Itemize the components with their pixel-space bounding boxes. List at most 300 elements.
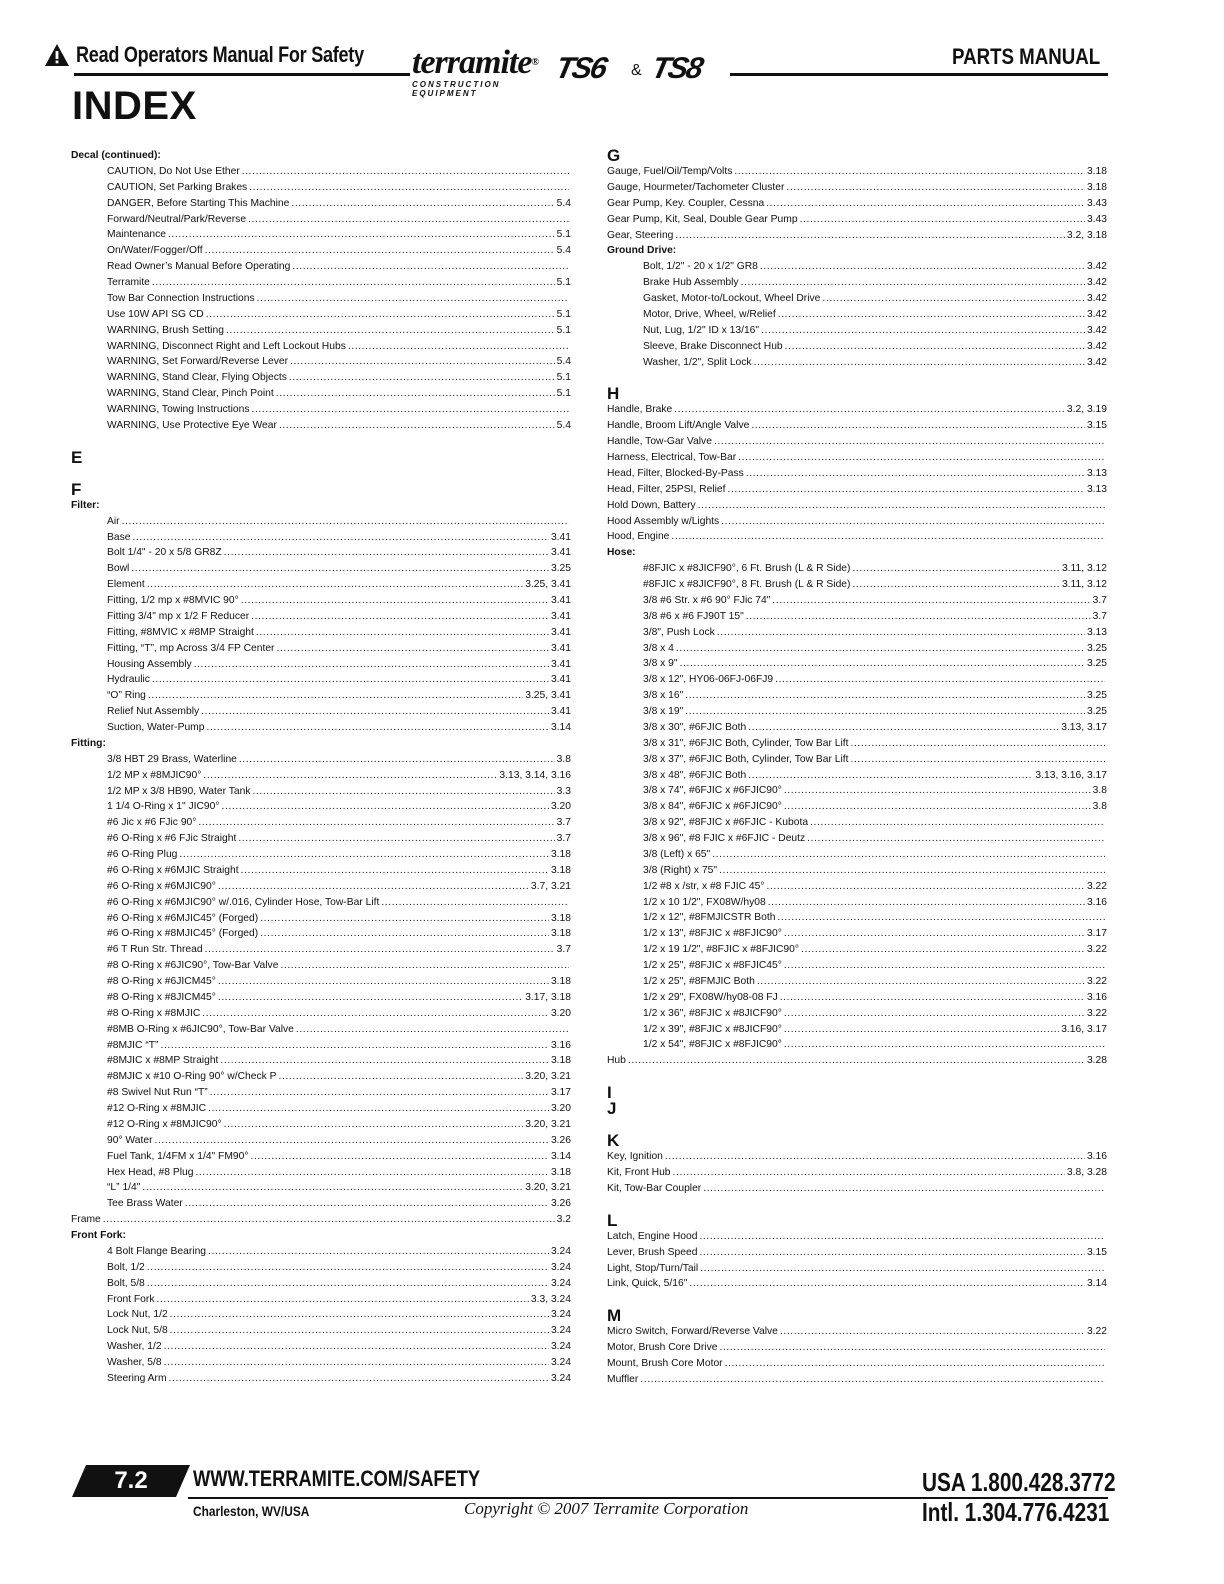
index-entry-label: Bolt, 1/2 <box>107 1261 145 1273</box>
dot-leader <box>152 672 549 688</box>
dot-leader <box>147 1260 549 1276</box>
index-entry-label: Light, Stop/Turn/Tail <box>607 1262 699 1274</box>
dot-leader <box>206 720 548 736</box>
dot-leader <box>822 291 1085 307</box>
index-entry <box>607 847 1107 863</box>
dot-leader <box>185 1196 549 1212</box>
index-entry <box>71 1339 571 1355</box>
index-entry <box>607 498 1107 514</box>
index-entry-page: 3.8 <box>556 753 571 765</box>
index-entry-page: 3.41 <box>550 626 571 638</box>
index-entry <box>71 847 571 863</box>
section-letter: K <box>607 1131 620 1151</box>
index-entry <box>71 291 571 307</box>
dot-leader <box>260 926 549 942</box>
dot-leader <box>169 1371 549 1387</box>
index-entry <box>607 1245 1107 1261</box>
index-entry-label: 1/2 #8 x /str, x #8 FJIC 45° <box>643 880 765 892</box>
index-entry-label: Mount, Brush Core Motor <box>607 1358 723 1369</box>
index-entry-label: 3/8 x 9" <box>643 658 678 670</box>
index-entry-label: Harness, Electrical, Tow-Bar <box>607 452 737 463</box>
index-entry <box>71 577 571 593</box>
index-entry-label: Latch, Engine Hood <box>607 1230 698 1242</box>
index-entry-page: 3.20 <box>550 801 571 813</box>
index-entry-page: 3.22 <box>1086 880 1107 892</box>
index-entry <box>71 1038 571 1054</box>
index-entry <box>607 625 1107 641</box>
dot-leader <box>680 656 1085 672</box>
index-entry-label: Nut, Lug, 1/2" ID x 13/16" <box>643 324 760 336</box>
dot-leader <box>202 1006 549 1022</box>
index-entry <box>607 577 1107 593</box>
dot-leader <box>852 577 1059 593</box>
index-entry <box>71 1260 571 1276</box>
dot-leader <box>784 1022 1059 1038</box>
index-entry-label: #6 O-Ring x #6MJIC45° (Forged) <box>107 912 259 924</box>
index-entry <box>607 1165 1107 1181</box>
index-entry <box>71 1101 571 1117</box>
index-entry-page: 5.4 <box>556 419 571 431</box>
index-entry-page: 3.18 <box>550 912 571 924</box>
dot-leader <box>748 720 1059 736</box>
index-entry-label: #8 O-Ring x #8MJIC <box>107 1007 201 1019</box>
dot-leader <box>205 243 555 259</box>
index-entry-label: Bolt 1/4" - 20 x 5/8 GR8Z <box>107 547 222 559</box>
index-entry-label: CAUTION, Set Parking Brakes <box>107 181 248 193</box>
index-entry-label: Handle, Broom Lift/Angle Valve <box>607 420 750 432</box>
index-entry-label: DANGER, Before Starting This Machine <box>107 197 290 209</box>
dot-leader <box>381 895 569 911</box>
index-entry <box>71 752 571 768</box>
index-entry <box>71 196 571 212</box>
index-entry-page: 3.13 <box>1086 626 1107 638</box>
index-entry-label: Hub <box>607 1055 626 1067</box>
section-letter: J <box>607 1099 617 1119</box>
dot-leader <box>700 1261 1105 1277</box>
index-entry-page: 3.8 <box>1092 785 1107 797</box>
index-entry-page: 5.1 <box>556 324 571 336</box>
index-entry-page: 3.42 <box>1086 308 1107 320</box>
index-entry <box>71 1069 571 1085</box>
index-entry-page: 3.22 <box>1086 944 1107 956</box>
index-entry-page: 3.11, 3.12 <box>1061 579 1107 590</box>
index-entry <box>607 1276 1107 1292</box>
index-entry-label: WARNING, Stand Clear, Flying Objects <box>107 372 287 384</box>
index-category-heading: Fitting: <box>71 737 106 749</box>
index-entry <box>607 1022 1107 1038</box>
index-entry <box>71 958 571 974</box>
index-entry-page: 3.41 <box>550 610 571 622</box>
dot-leader <box>208 1244 549 1260</box>
index-entry <box>71 227 571 243</box>
index-entry-label: Terramite <box>107 277 150 288</box>
index-entry-page: 5.4 <box>556 356 571 368</box>
index-entry-label: #6 O-Ring x #6MJIC90° <box>107 880 216 892</box>
index-entry-label: Washer, 1/2 <box>107 1341 162 1353</box>
dot-leader <box>155 1133 549 1149</box>
index-entry-label: Head, Filter, 25PSI, Relief <box>607 483 726 495</box>
dot-leader <box>291 196 554 212</box>
index-entry <box>71 641 571 657</box>
index-entry-label: #8 O-Ring x #6JIC90°, Tow-Bar Valve <box>107 960 279 972</box>
index-entry <box>71 942 571 958</box>
index-entry <box>607 990 1107 1006</box>
index-entry <box>71 1244 571 1260</box>
dot-leader <box>810 815 1105 831</box>
index-entry-page: 3.25 <box>1086 690 1107 702</box>
dot-leader <box>699 1229 1105 1245</box>
index-entry-label: Housing Assembly <box>107 658 192 670</box>
dot-leader <box>719 863 1105 879</box>
index-entry-page: 3.20, 3.21 <box>525 1071 571 1083</box>
dot-leader <box>698 498 1105 514</box>
index-entry <box>607 434 1107 450</box>
index-category-heading: Decal (continued): <box>71 150 161 161</box>
index-entry <box>607 164 1107 180</box>
dot-leader <box>257 291 569 307</box>
index-entry-label: Lock Nut, 1/2 <box>107 1309 168 1321</box>
index-entry <box>607 942 1107 958</box>
index-entry-label: Hood Assembly w/Lights <box>607 515 720 527</box>
dot-leader <box>170 1307 549 1323</box>
dot-leader <box>685 688 1085 704</box>
dot-leader <box>239 752 555 768</box>
dot-leader <box>712 847 1105 863</box>
index-entry-page: 3.41 <box>550 706 571 718</box>
index-entry <box>71 259 571 275</box>
section-letter: H <box>607 384 620 404</box>
index-entry-label: #6 O-Ring x #8MJIC45° (Forged) <box>107 928 259 940</box>
index-entry <box>71 863 571 879</box>
dot-leader <box>206 307 555 323</box>
dot-leader <box>242 164 569 180</box>
index-entry-page: 3.24 <box>550 1309 571 1321</box>
index-entry <box>71 593 571 609</box>
index-entry-label: 1 1/4 O-Ring x 1" JIC90° <box>107 801 220 813</box>
index-entry-page: 3.11, 3.12 <box>1061 563 1107 575</box>
index-entry <box>607 1037 1107 1053</box>
dot-leader <box>784 1006 1085 1022</box>
section-spacer <box>607 1197 1107 1213</box>
dot-leader <box>256 625 549 641</box>
index-entry <box>71 1212 571 1228</box>
index-entry-page: 3.28 <box>1086 1055 1107 1067</box>
index-entry-page: 3.18 <box>550 849 571 860</box>
index-entry <box>607 402 1107 418</box>
section-spacer <box>607 1117 1107 1133</box>
index-entry-page: 3.13 <box>1086 483 1107 495</box>
dot-leader <box>754 355 1085 371</box>
index-entry-page: 3.18 <box>550 928 571 940</box>
copyright: Copyright © 2007 Terramite Corporation <box>464 1499 749 1518</box>
index-entry-page: 3.26 <box>550 1134 571 1146</box>
index-entry-page: 3.14 <box>1086 1278 1107 1290</box>
index-entry-label: Maintenance <box>107 229 166 241</box>
index-entry <box>607 355 1107 371</box>
brand-logo <box>412 44 552 98</box>
index-entry-label: Gauge, Hourmeter/Tachometer Cluster <box>607 181 785 193</box>
dot-leader <box>777 910 1105 926</box>
brand-subtitle: CONSTRUCTION EQUIPMENT <box>412 80 501 98</box>
index-entry <box>71 815 571 831</box>
index-entry-label: Bolt, 1/2" - 20 x 1/2" GR8 <box>643 261 758 273</box>
dot-leader <box>289 370 555 386</box>
index-entry-label: #8 Swivel Nut Run “T” <box>107 1087 208 1099</box>
index-column-left <box>71 148 571 1387</box>
dot-leader <box>147 577 523 593</box>
index-entry <box>71 1276 571 1292</box>
dot-leader <box>276 641 548 657</box>
index-entry-page: 3.24 <box>550 1277 571 1289</box>
index-category-heading: Front Fork: <box>71 1230 126 1241</box>
index-entry <box>607 228 1107 244</box>
index-entry-label: #6 O-Ring x #6MJIC90° w/.016, Cylinder Hose, Tow-Bar Lift <box>107 896 380 908</box>
dot-leader <box>147 1276 549 1292</box>
dot-leader <box>673 1165 1065 1181</box>
index-entry <box>71 275 571 291</box>
index-entry-label: 3/8 x 30", #6FJIC Both <box>643 721 747 733</box>
index-entry <box>71 784 571 800</box>
dot-leader <box>760 259 1085 275</box>
index-entry-label: Head, Filter, Blocked-By-Pass <box>607 467 744 479</box>
header-rule-right <box>730 73 1108 76</box>
index-entry-page: 3.20, 3.21 <box>525 1182 571 1194</box>
dot-leader <box>251 1149 549 1165</box>
index-entry <box>71 657 571 673</box>
section-letter: G <box>607 146 621 165</box>
dot-leader <box>741 275 1085 291</box>
index-entry <box>607 196 1107 212</box>
index-entry <box>607 736 1107 752</box>
index-entry-label: Tee Brass Water <box>107 1198 183 1210</box>
section-spacer <box>607 1292 1107 1308</box>
index-entry-page: 3.18 <box>1086 181 1107 193</box>
brand-registered-mark: ® <box>531 57 538 68</box>
index-entry-page: 3.41 <box>550 531 571 543</box>
index-entry-label: Washer, 5/8 <box>107 1357 162 1368</box>
index-entry-page: 3.16 <box>550 1039 571 1051</box>
dot-leader <box>784 799 1091 815</box>
index-entry-label: Sleeve, Brake Disconnect Hub <box>643 340 783 352</box>
index-entry <box>71 1307 571 1323</box>
index-entry-page: 3.20 <box>550 1103 571 1114</box>
index-entry-page: 3.42 <box>1086 324 1107 336</box>
dot-leader <box>784 783 1091 799</box>
index-entry-label: Steering Arm <box>107 1372 167 1384</box>
index-entry-page: 3.14 <box>550 1150 571 1162</box>
dot-leader <box>766 196 1085 212</box>
dot-leader <box>241 863 549 879</box>
index-entry-label: Tow Bar Connection Instructions <box>107 292 255 304</box>
index-entry-page: 5.4 <box>556 245 571 257</box>
dot-leader <box>205 942 555 958</box>
index-entry-label: Key, Ignition <box>607 1151 663 1163</box>
index-entry-page: 3.24 <box>550 1357 571 1368</box>
index-entry-page: 3.26 <box>550 1198 571 1210</box>
index-entry <box>607 1006 1107 1022</box>
index-entry-label: On/Water/Fogger/Off <box>107 245 203 257</box>
index-entry <box>71 545 571 561</box>
dot-leader <box>142 1180 523 1196</box>
dot-leader <box>194 657 549 673</box>
index-entry <box>71 1371 571 1387</box>
index-entry-page: 3.22 <box>1086 1326 1107 1338</box>
index-entry <box>607 593 1107 609</box>
index-entry-page: 3.2, 3.18 <box>1066 229 1107 241</box>
dot-leader <box>784 926 1085 942</box>
index-entry-label: Kit, Tow-Bar Coupler <box>607 1182 702 1194</box>
index-entry-label: Kit, Front Hub <box>607 1167 671 1178</box>
index-entry-label: 3/8 x 19" <box>643 706 684 717</box>
index-entry <box>607 529 1107 545</box>
index-entry-page: 3.42 <box>1086 261 1107 273</box>
section-spacer <box>607 370 1107 386</box>
index-entry-page: 3.25 <box>550 563 571 575</box>
safety-text: Read Operators Manual For Safety <box>76 42 364 67</box>
dot-leader <box>780 990 1085 1006</box>
dot-leader <box>778 307 1085 323</box>
index-entry <box>607 418 1107 434</box>
index-entry-page: 3.13, 3.16, 3.17 <box>1035 769 1107 781</box>
dot-leader <box>801 942 1085 958</box>
index-entry-label: 3/8 x 74", #6FJIC x #6FJIC90° <box>643 785 782 797</box>
index-entry-label: #6 Jic x #6 FJic 90° <box>107 817 197 829</box>
warning-icon <box>44 43 70 67</box>
index-entry-page: 3.7 <box>556 944 571 956</box>
index-entry <box>607 339 1107 355</box>
dot-leader <box>218 879 529 895</box>
index-entry-label: 3/8 x 48", #6FJIC Both <box>643 769 747 781</box>
index-entry-label: 3/8 x 12", HY06-06FJ-06FJ9 <box>643 674 774 686</box>
dot-leader <box>152 275 555 291</box>
index-entry <box>607 752 1107 768</box>
index-entry-label: 1/2 x 39", #8FJIC x #8JICF90° <box>643 1023 782 1035</box>
dot-leader <box>766 879 1085 895</box>
dot-leader <box>103 1212 555 1228</box>
index-entry <box>71 974 571 990</box>
dot-leader <box>725 1356 1105 1372</box>
index-entry-label: Fuel Tank, 1/4FM x 1/4" FM90° <box>107 1150 249 1162</box>
index-entry <box>71 1165 571 1181</box>
index-entry-label: 1/2 x 36", #8FJIC x #8JICF90° <box>643 1007 782 1019</box>
dot-leader <box>675 228 1065 244</box>
section-letter: I <box>607 1083 612 1103</box>
index-entry-label: 1/2 x 25", #8FJIC x #8FJIC45° <box>643 960 782 971</box>
dot-leader <box>786 180 1085 196</box>
dot-leader <box>721 514 1105 530</box>
index-entry-label: Front Fork <box>107 1293 155 1305</box>
index-entry-page: 5.1 <box>556 277 571 288</box>
index-entry-page: 5.4 <box>556 197 571 209</box>
index-entry-label: 3/8 (Left) x 65" <box>643 848 711 860</box>
index-entry <box>71 831 571 847</box>
index-entry <box>71 243 571 259</box>
index-entry <box>607 958 1107 974</box>
index-entry-label: “L” 1/4" <box>107 1182 141 1194</box>
dot-leader <box>241 593 549 609</box>
index-entry <box>71 1053 571 1069</box>
index-entry-label: WARNING, Brush Setting <box>107 324 224 336</box>
safety-url-link[interactable]: WWW.TERRAMITE.COM/SAFETY <box>193 1466 481 1491</box>
index-entry <box>71 879 571 895</box>
index-entry-label: Motor, Brush Core Drive <box>607 1342 718 1354</box>
dot-leader <box>260 911 549 927</box>
index-entry-label: Forward/Neutral/Park/Reverse <box>107 213 247 225</box>
index-entry-label: Gauge, Fuel/Oil/Temp/Volts <box>607 166 733 177</box>
index-entry <box>71 895 571 911</box>
index-entry <box>607 212 1107 228</box>
index-entry-label: 3/8 x 31", #6FJIC Both, Cylinder, Tow Bar Lift <box>643 737 849 749</box>
index-entry <box>607 1356 1107 1372</box>
index-entry-page: 3.14 <box>550 722 571 733</box>
index-entry-label: Motor, Drive, Wheel, w/Relief <box>643 308 776 320</box>
index-entry-page: 3.42 <box>1086 277 1107 289</box>
index-entry-label: 1/2 MP x #8MJIC90° <box>107 769 202 781</box>
index-entry <box>607 895 1107 911</box>
dot-leader <box>800 212 1085 228</box>
index-entry-page: 3.16 <box>1086 991 1107 1003</box>
index-entry-page: 3.41 <box>550 595 571 606</box>
index-entry <box>607 482 1107 498</box>
dot-leader <box>249 180 569 196</box>
index-entry-page: 3.13, 3.17 <box>1061 721 1107 733</box>
dot-leader <box>148 688 523 704</box>
model-logo-ts8: TS8 <box>648 52 705 85</box>
index-entry-page: 3.8, 3.28 <box>1066 1167 1107 1178</box>
index-entry-label: Fitting, 1/2 mp x #8MVIC 90° <box>107 595 239 606</box>
index-entry-page: 3.43 <box>1086 197 1107 209</box>
index-entry <box>607 799 1107 815</box>
index-entry <box>71 911 571 927</box>
index-entry <box>71 180 571 196</box>
index-entry <box>71 561 571 577</box>
index-entry <box>71 354 571 370</box>
index-entry-page: 3.25 <box>1086 706 1107 717</box>
dot-leader <box>198 815 554 831</box>
dot-leader <box>201 704 549 720</box>
index-entry-label: Hood, Engine <box>607 531 670 543</box>
index-entry-page: 3.15 <box>1086 1246 1107 1258</box>
index-entry <box>71 704 571 720</box>
dot-leader <box>195 1165 549 1181</box>
index-entry-label: 3/8 x 37", #6FJIC Both, Cylinder, Tow Bar Lift <box>643 753 849 765</box>
index-entry-label: Suction, Water-Pump <box>107 722 205 733</box>
index-column-right <box>607 148 1107 1388</box>
index-entry-label: 3/8 #6 Str. x #6 90° FJic 74" <box>643 594 771 606</box>
page-number: 7.2 <box>114 1467 148 1494</box>
dot-leader <box>276 386 555 402</box>
index-entry-page: 3.3 <box>556 785 571 797</box>
dot-leader <box>746 609 1091 625</box>
section-spacer <box>71 466 571 482</box>
index-entry-label: 3/8 x 92", #8FJIC x #6FJIC - Kubota <box>643 817 809 829</box>
index-entry-label: 3/8 (Right) x 75" <box>643 864 718 876</box>
index-entry-page: 3.42 <box>1086 293 1107 304</box>
index-entry <box>607 720 1107 736</box>
dot-leader <box>719 1340 1105 1356</box>
dot-leader <box>714 434 1105 450</box>
safety-notice <box>44 42 427 68</box>
index-entry <box>607 641 1107 657</box>
index-entry-page: 5.1 <box>556 229 571 241</box>
index-entry <box>71 672 571 688</box>
dot-leader <box>248 212 569 228</box>
index-entry <box>607 831 1107 847</box>
index-entry <box>607 656 1107 672</box>
dot-leader <box>772 593 1090 609</box>
section-letter: M <box>607 1306 622 1326</box>
section-spacer <box>71 434 571 450</box>
